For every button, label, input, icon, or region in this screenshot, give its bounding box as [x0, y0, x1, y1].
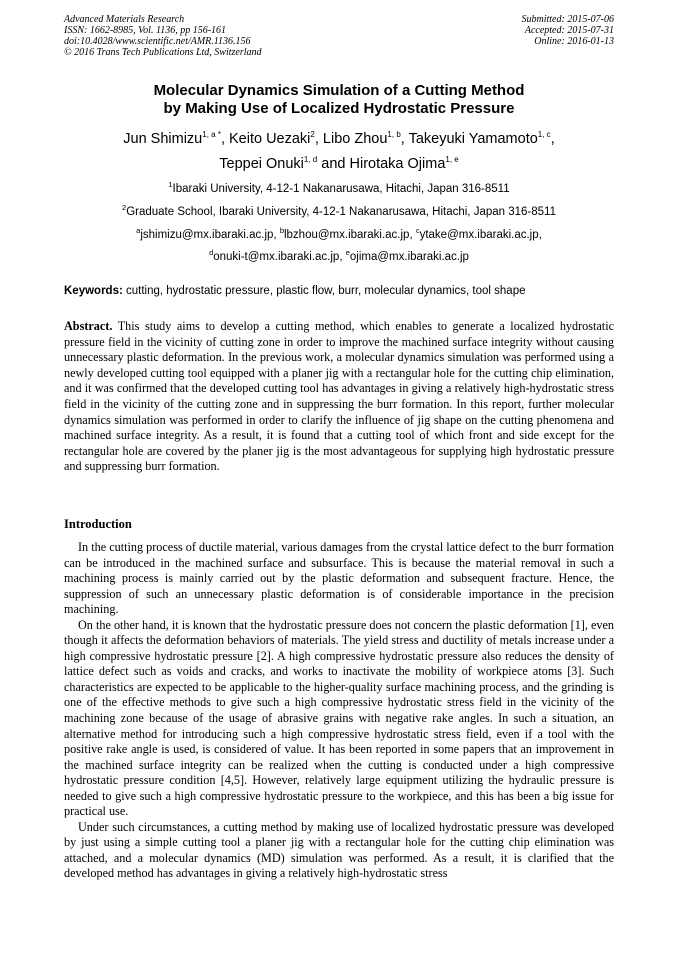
keywords-label: Keywords: — [64, 285, 123, 297]
author-sup: 1, e — [445, 155, 459, 165]
author-sup: 1, d — [303, 155, 318, 165]
email-address: ojima@mx.ibaraki.ac.jp — [349, 251, 469, 263]
affiliation-2 — [40, 205, 638, 219]
author-name: Keito Uezaki — [229, 131, 311, 147]
submitted-date: Submitted: 2015-07-06 — [521, 14, 614, 25]
abstract-label: Abstract. — [64, 319, 113, 333]
abstract — [64, 319, 614, 475]
affiliation-text: Ibaraki University, 4-12-1 Nakanarusawa, Hitachi, Japan 316-8511 — [172, 183, 510, 195]
email-sup: e — [345, 248, 350, 258]
author-name: Libo Zhou — [322, 131, 388, 147]
keywords-text: cutting, hydrostatic pressure, plastic flow, burr, molecular dynamics, tool shape — [126, 285, 526, 297]
paragraph: Under such circumstances, a cutting method by making use of localized hydrostatic pressure was developed by just using a simple cutting tool a planer jig with a rectangular hole for the cutting chip elimination was attached, and a molecular dynamics (MD) simulation was performed. As a result, it is clarified that the developed method has advantages in giving a relatively high-hydrostatic stress — [64, 819, 614, 881]
email-sup: b — [279, 226, 284, 236]
introduction-body — [64, 540, 614, 882]
doi-line: doi:10.4028/www.scientific.net/AMR.1136.156 — [64, 36, 251, 47]
email-address: lbzhou@mx.ibaraki.ac.jp — [283, 229, 410, 241]
author-name: Hirotaka Ojima — [349, 156, 446, 172]
email-sup: d — [209, 248, 214, 258]
email-line-2: $^d$onuki-t@mx.ibaraki.ac.jp, $^e$ojima@mx.ibaraki.ac.jp — [209, 248, 469, 263]
author-sup: 2 — [310, 130, 315, 140]
email-address: jshimizu@mx.ibaraki.ac.jp — [140, 229, 274, 241]
title-line-2: by Making Use of Localized Hydrostatic Pressure — [163, 100, 515, 117]
author-sup: 1, c — [537, 130, 551, 140]
email-sup: a — [136, 226, 141, 236]
affiliation-sup: 1 — [168, 180, 173, 190]
publication-dates — [522, 14, 615, 47]
publication-info — [64, 14, 262, 58]
author-name: Takeyuki Yamamoto — [408, 131, 538, 147]
author-name: Teppei Onuki — [219, 156, 304, 172]
email-line-1: $^a$jshimizu@mx.ibaraki.ac.jp, $^b$lbzhou@mx.ibaraki.ac.jp, $^c$ytake@mx.ibaraki.ac.jp, — [136, 226, 542, 241]
journal-name: Advanced Materials Research — [64, 14, 185, 25]
accepted-date: Accepted: 2015-07-31 — [524, 25, 614, 36]
author-line-2 — [40, 155, 638, 173]
paper-title — [40, 82, 638, 118]
copyright-line: © 2016 Trans Tech Publications Ltd, Switzerland — [64, 47, 262, 58]
online-date: Online: 2016-01-13 — [534, 36, 614, 47]
affiliation-text: Graduate School, Ibaraki University, 4-12-1 Nakanarusawa, Hitachi, Japan 316-8511 — [126, 206, 556, 218]
author-name: Jun Shimizu — [123, 131, 203, 147]
title-line-1: Molecular Dynamics Simulation of a Cutting Method — [153, 82, 525, 99]
author-line-1: Jun Shimizu$^{1, a *}$, Keito Uezaki$^2$, Libo Zhou$^{1, b}$, Takeyuki Yamamoto$^{1, c}$, — [123, 130, 555, 147]
section-heading-introduction: Introduction — [64, 517, 132, 531]
abstract-text: This study aims to develop a cutting method, which enables to generate a localized hydrostatic pressure field in the vicinity of cutting zone in order to improve the machined surface integrity without causing unnecessary plastic deformation. In the previous work, a molecular dynamics simulation was performed using a newly developed cutting tool equipped with a planer jig with a rectangular hole for the cutting chip elimination, and it was confirmed that the developed cutting tool has advantages in giving a relatively high-hydrostatic stress field in the vicinity of the cutting zone and in suppressing the burr formation. In this report, further molecular dynamics simulation was performed in order to clarify the influence of jig shape on the cutting phenomena and machined surface integrity. As a result, it is found that a cutting tool of which front and side except for the rectangular hole are covered by the planer jig is the most advantageous for supplying high hydrostatic pressure and suppressing burr formation. — [64, 319, 614, 474]
affiliation-1 — [40, 182, 638, 196]
email-address: ytake@mx.ibaraki.ac.jp — [419, 229, 539, 241]
affiliation-sup: 2 — [122, 203, 127, 213]
paragraph: In the cutting process of ductile material, various damages from the crystal lattice defect to the burr formation can be introduced in the machined surface and subsurface. This is because the material removal in such a machining process is mainly carried out by the plastic deformation and subsequent fracture. Hence, the suppression of such an unnecessary plastic deformation is of considerable importance in the precision machining. — [64, 540, 614, 617]
author-sup: 1, a * — [202, 130, 221, 140]
paragraph: On the other hand, it is known that the hydrostatic pressure does not concern the plastic deformation [1], even though it affects the deformation behaviors of materials. The yield stress and ductility of metals increase under a high compressive hydrostatic pressure [2]. A high compressive hydrostatic pressure also reduces the density of lattice defect such as voids and cracks, and works to inactivate the mobility of workpiece atoms [3]. Such characteristics are expected to be applicable to the higher-quality surface machining process, and the grinding is one of the effective methods to give such a high compressive hydrostatic stress field in the vicinity of the machining zone because of the usage of abrasive grains with negative rake angles. In such a situation, an alternative method for introducing such a high compressive hydrostatic stress field, even if a tool with the positive rake angle is used, is considered of value. It has been reported in some papers that an improvement in the machined surface integrity can be realized when the cutting is conducted under a high compressive hydrostatic pressure condition [4,5]. However, relatively large equipment utilizing the hydraulic pressure is needed to give such a high compressive hydrostatic pressure to the workpiece, and this has been a big issue for practical use. — [64, 617, 614, 819]
issn-line: ISSN: 1662-8985, Vol. 1136, pp 156-161 — [64, 25, 227, 36]
email-sup: c — [415, 226, 420, 236]
email-address: onuki-t@mx.ibaraki.ac.jp — [213, 251, 340, 263]
author-sup: 1, b — [387, 130, 401, 140]
author-conjunction: and — [321, 156, 346, 172]
keywords — [64, 284, 624, 298]
